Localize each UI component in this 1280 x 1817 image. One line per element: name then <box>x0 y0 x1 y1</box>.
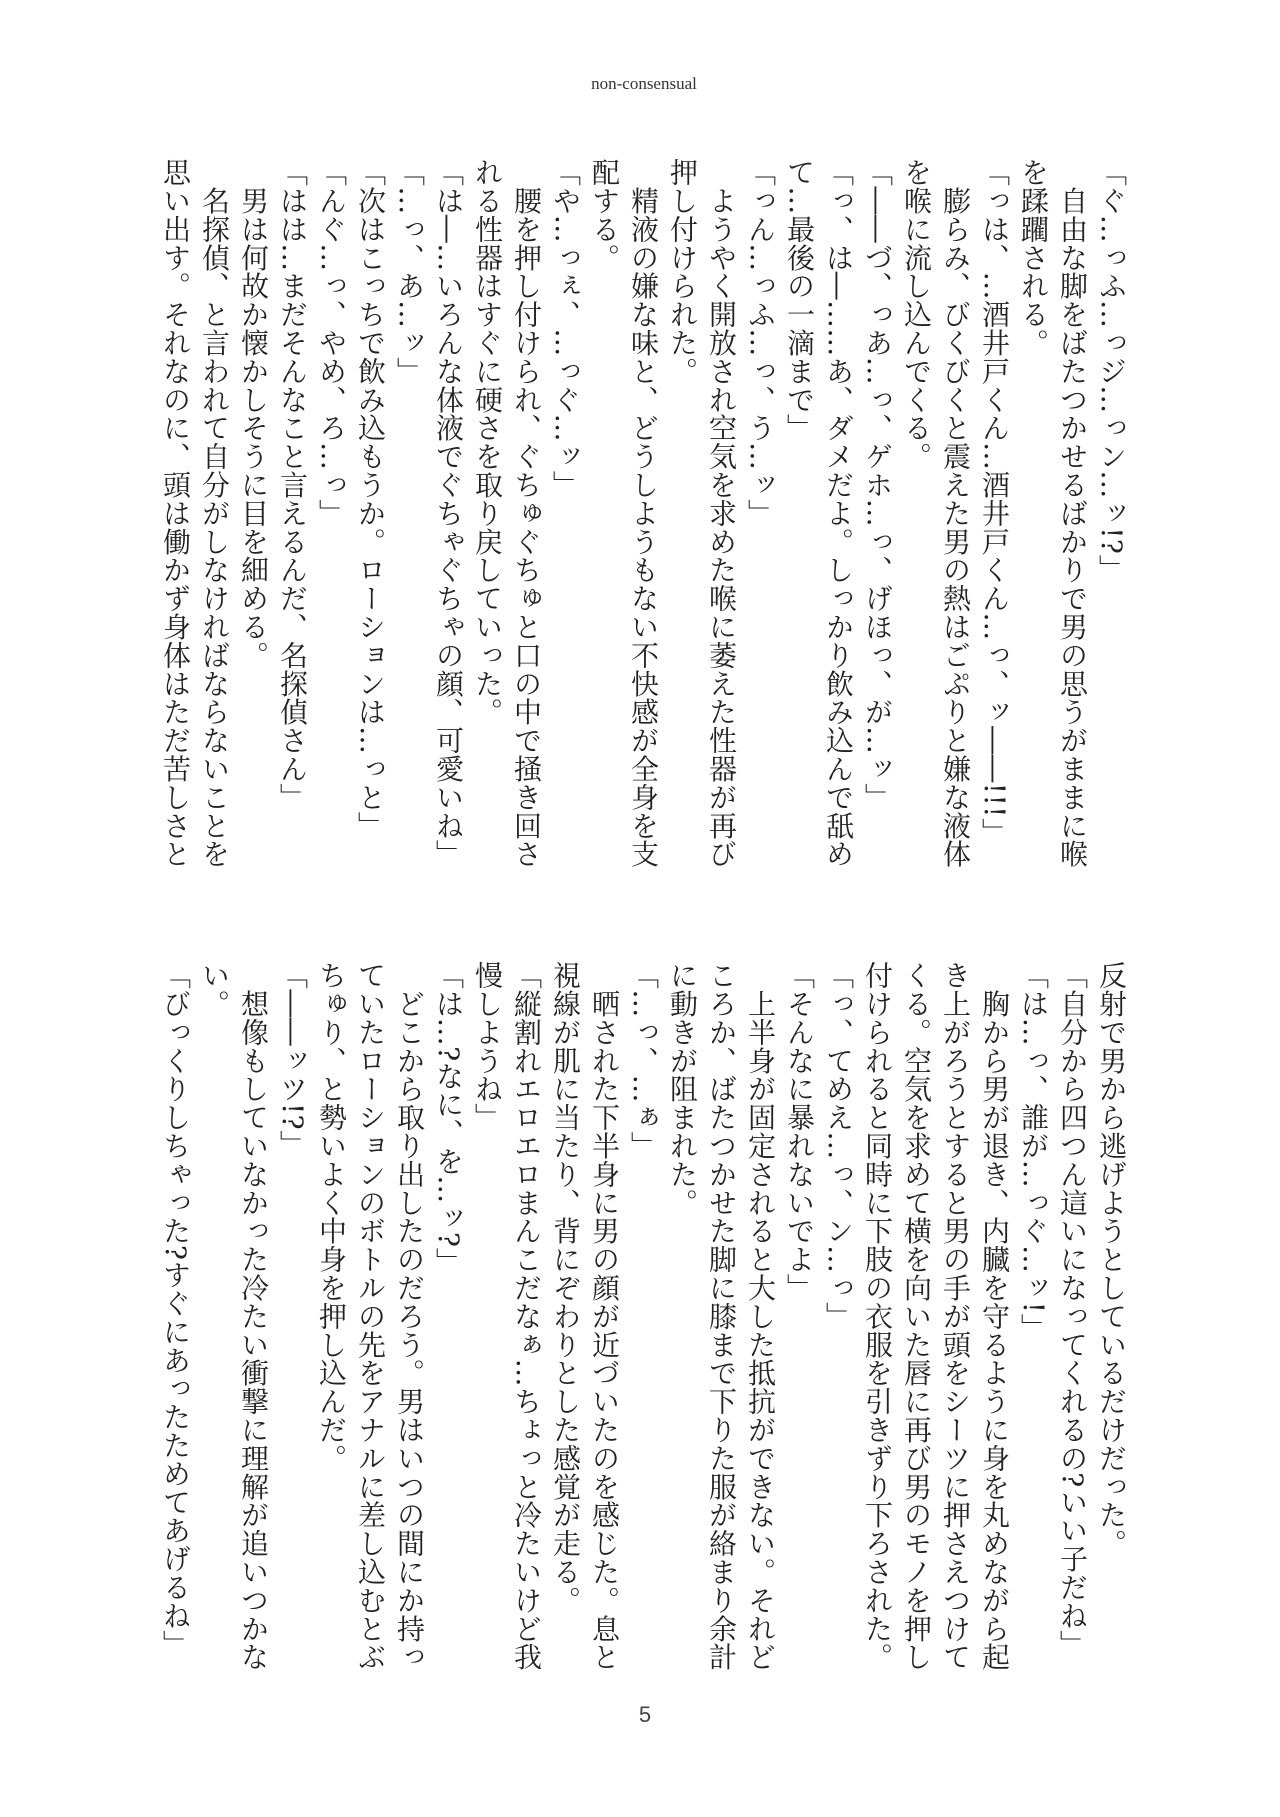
text-column: 上半身が固定されると大した抵抗ができない。それど <box>744 961 777 1671</box>
text-column: 慢しようね」 <box>471 961 504 1132</box>
text-column: き上がろうとすると男の手が頭をシーツに押さえつけて <box>939 961 972 1671</box>
text-column: 「縦割れエロエロまんこだなぁ…ちょっと冷たいけど我 <box>510 961 543 1671</box>
text-column: 「っ、は―……あ、ダメだよ。しっかり飲み込んで舐め <box>822 158 855 868</box>
text-column: 「びっくりしちゃった?すぐにあったためてあげるね」 <box>159 961 192 1659</box>
text-column: ていたローションのボトルの先をアナルに差し込むとぶ <box>354 961 387 1671</box>
text-column: 「――ッツ!?」 <box>276 961 309 1159</box>
text-column: て…最後の一滴まで」 <box>783 158 816 442</box>
text-block-bottom <box>156 961 1131 1681</box>
text-column: 「っ、てめえ…っ、ン…っ」 <box>822 961 855 1331</box>
text-column: 「は…?なに、を…ッ?」 <box>432 961 465 1276</box>
text-column: 視線が肌に当たり、背にぞわりとした感覚が走る。 <box>549 961 582 1615</box>
text-column: 「っん…っふ…っ、う…ッ」 <box>744 158 777 528</box>
text-column: 名探偵、と言われて自分がしなければならないことを <box>198 158 231 868</box>
text-column: 「は―…いろんな体液でぐちゃぐちゃの顔、可愛いね」 <box>432 158 465 868</box>
text-column: 「自分から四つん這いになってくれるの?いい子だね」 <box>1056 961 1089 1659</box>
text-column: 「…っ、…ぁ」 <box>627 961 660 1160</box>
text-column: 「はは…まだそんなこと言えるんだ、名探偵さん」 <box>276 158 309 812</box>
text-column: 想像もしていなかった冷たい衝撃に理解が追いつかな <box>237 961 270 1671</box>
text-column: を蹂躙される。 <box>1017 158 1050 357</box>
text-block-top <box>156 158 1131 878</box>
text-column: を喉に流し込んでくる。 <box>900 158 933 471</box>
page-number: 5 <box>638 1702 652 1727</box>
text-column: ちゅり、と勢いよく中身を押し込んだ。 <box>315 961 348 1473</box>
text-column: ころか、ばたつかせた脚に膝まで下りた服が絡まり余計 <box>705 961 738 1671</box>
text-column: 精液の嫌な味と、どうしようもない不快感が全身を支 <box>627 158 660 868</box>
text-column: くる。空気を求めて横を向いた唇に再び男のモノを押し <box>900 961 933 1671</box>
running-header: non-consensual <box>591 74 697 93</box>
text-column: 「んぐ…っ、やめ、ろ…っ」 <box>315 158 348 528</box>
text-column: い。 <box>198 961 231 1018</box>
text-column: 「ぐ…っふ…っジ…っン…ッ!?」 <box>1095 158 1128 583</box>
text-column: 反射で男から逃げようとしているだけだった。 <box>1095 961 1128 1558</box>
text-column: れる性器はすぐに硬さを取り戻していった。 <box>471 158 504 726</box>
text-column: 「は…っ、誰が…っぐ…ッ!」 <box>1017 961 1050 1342</box>
text-column: 晒された下半身に男の顔が近づいたのを感じた。息と <box>588 961 621 1671</box>
text-column: 腰を押し付けられ、ぐちゅぐちゅと口の中で掻き回さ <box>510 158 543 868</box>
text-column: に動きが阻まれた。 <box>666 961 699 1217</box>
text-column: 配する。 <box>588 158 621 272</box>
text-column: 膨らみ、びくびくと震えた男の熱はごぷりと嫌な液体 <box>939 158 972 868</box>
text-column: 付けられると同時に下肢の衣服を引きずり下ろされた。 <box>861 961 894 1671</box>
text-column: ようやく開放され空気を求めた喉に萎えた性器が再び <box>705 158 738 868</box>
text-column: 胸から男が退き、内臓を守るように身を丸めながら起 <box>978 961 1011 1671</box>
text-column: 「――づ、っあ…っ、ゲホ…っ、げほっ、が…ッ」 <box>861 158 894 812</box>
text-column: 自由な脚をばたつかせるばかりで男の思うがままに喉 <box>1056 158 1089 868</box>
text-column: どこから取り出したのだろう。男はいつの間にか持っ <box>393 961 426 1671</box>
text-column: 「そんなに暴れないでよ」 <box>783 961 816 1302</box>
text-column: 男は何故か懐かしそうに目を細める。 <box>237 158 270 670</box>
text-column: 「や…っぇ、…っぐ…ッ」 <box>549 158 582 499</box>
text-column: 押し付けられた。 <box>666 158 699 386</box>
text-column: 「…っ、あ…ッ」 <box>393 158 426 386</box>
text-column: 「次はこっちで飲み込もうか。ローションは…っと」 <box>354 158 387 840</box>
text-column: 「っは、…酒井戸くん…酒井戸くん…っ、ッ――!!!」 <box>978 158 1011 847</box>
text-column: 思い出す。それなのに、頭は働かず身体はただ苦しさと <box>159 158 192 868</box>
